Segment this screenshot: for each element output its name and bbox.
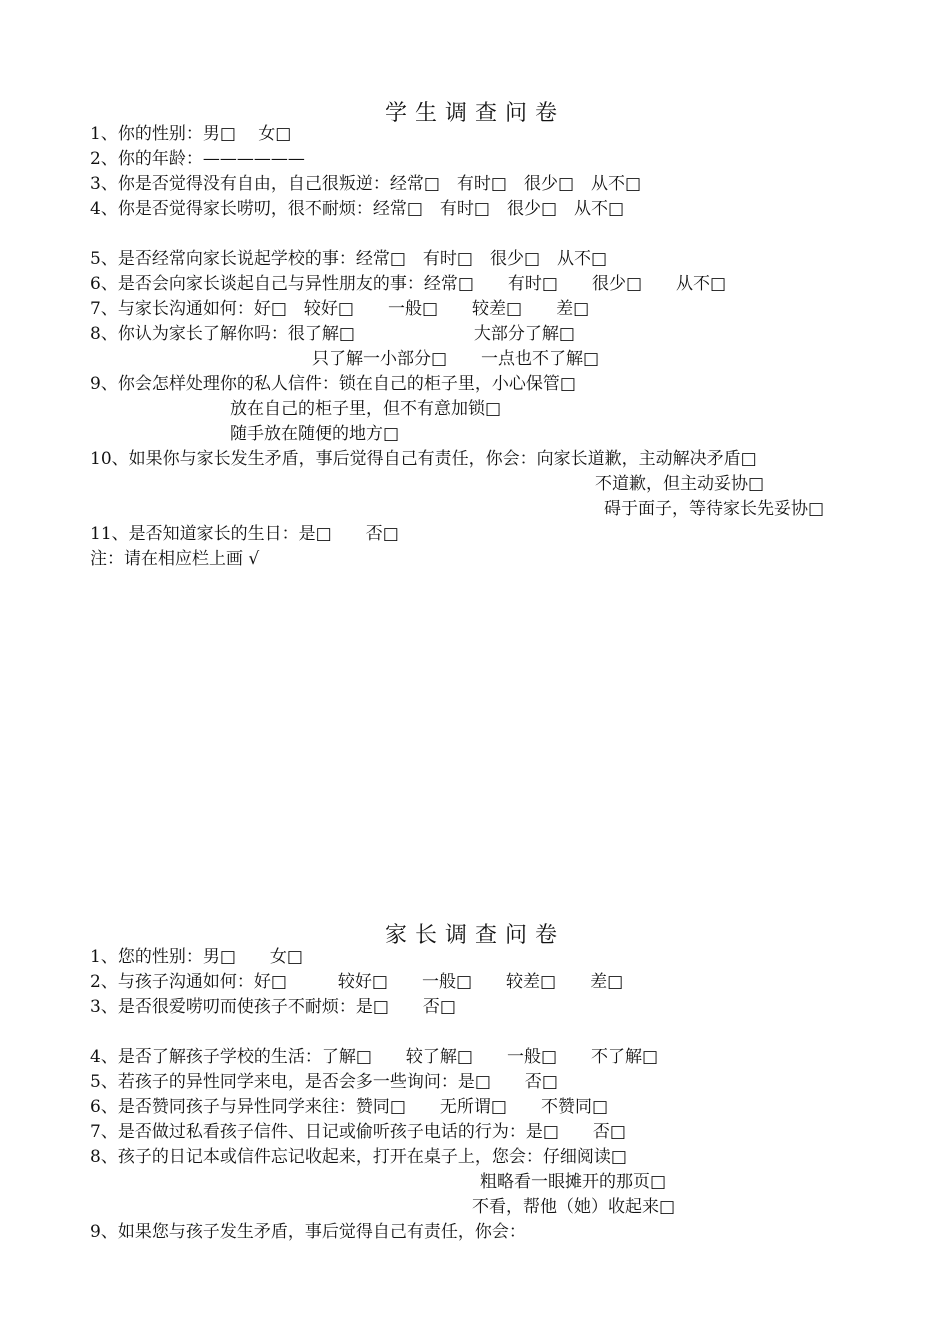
student-q9-option-3: 随手放在随便的地方□ (230, 424, 400, 444)
student-q7-communication: 7、与家长沟通如何：好□ 较好□ 一般□ 较差□ 差□ (90, 299, 590, 319)
student-q10-option-2: 不道歉，但主动妥协□ (595, 474, 765, 494)
parent-q1-gender: 1、您的性别：男□ 女□ (90, 947, 303, 967)
student-q9-option-2: 放在自己的柜子里，但不有意加锁□ (230, 399, 502, 419)
student-q9-letters: 9、你会怎样处理你的私人信件：锁在自己的柜子里，小心保管□ (90, 374, 576, 394)
parent-q2-communication: 2、与孩子沟通如何：好□ 较好□ 一般□ 较差□ 差□ (90, 972, 624, 992)
student-q8-understanding: 8、你认为家长了解你吗：很了解□ 大部分了解□ (90, 324, 575, 344)
parent-q3-nagging: 3、是否很爱唠叨而使孩子不耐烦：是□ 否□ (90, 997, 456, 1017)
parent-q6-relationships: 6、是否赞同孩子与异性同学来往：赞同□ 无所谓□ 不赞同□ (90, 1097, 609, 1117)
parent-questionnaire-title: 家长调查问卷 (384, 923, 565, 948)
parent-q9-conflict: 9、如果您与孩子发生矛盾，事后觉得自己有责任，你会： (90, 1222, 526, 1242)
student-q6-friend-talk: 6、是否会向家长谈起自己与异性朋友的事：经常□ 有时□ 很少□ 从不□ (90, 274, 727, 294)
parent-q5-calls: 5、若孩子的异性同学来电，是否会多一些询问：是□ 否□ (90, 1072, 558, 1092)
parent-q7-privacy: 7、是否做过私看孩子信件、日记或偷听孩子电话的行为：是□ 否□ (90, 1122, 626, 1142)
student-note: 注：请在相应栏上画 √ (90, 549, 260, 569)
student-q4-nagging: 4、你是否觉得家长唠叨，很不耐烦：经常□ 有时□ 很少□ 从不□ (90, 199, 625, 219)
parent-q8-diary: 8、孩子的日记本或信件忘记收起来，打开在桌子上，您会：仔细阅读□ (90, 1147, 627, 1167)
student-q10-option-3: 碍于面子，等待家长先妥协□ (604, 499, 825, 519)
student-q10-conflict: 10、如果你与家长发生矛盾，事后觉得自己有责任，你会：向家长道歉，主动解决矛盾□ (90, 449, 757, 469)
parent-q8-option-2: 粗略看一眼摊开的那页□ (480, 1172, 667, 1192)
student-q8-understanding-cont: 只了解一小部分□ 一点也不了解□ (312, 349, 600, 369)
parent-q8-option-3: 不看，帮他（她）收起来□ (472, 1197, 676, 1217)
student-q3-freedom: 3、你是否觉得没有自由，自己很叛逆：经常□ 有时□ 很少□ 从不□ (90, 174, 642, 194)
student-q11-birthday: 11、是否知道家长的生日：是□ 否□ (90, 524, 399, 544)
student-q1-gender: 1、你的性别：男□ 女□ (90, 124, 292, 144)
parent-q4-school-life: 4、是否了解孩子学校的生活：了解□ 较了解□ 一般□ 不了解□ (90, 1047, 659, 1067)
student-q2-age: 2、你的年龄：—————— (90, 149, 305, 169)
student-q5-school-talk: 5、是否经常向家长说起学校的事：经常□ 有时□ 很少□ 从不□ (90, 249, 608, 269)
student-questionnaire-title: 学生调查问卷 (384, 101, 565, 126)
